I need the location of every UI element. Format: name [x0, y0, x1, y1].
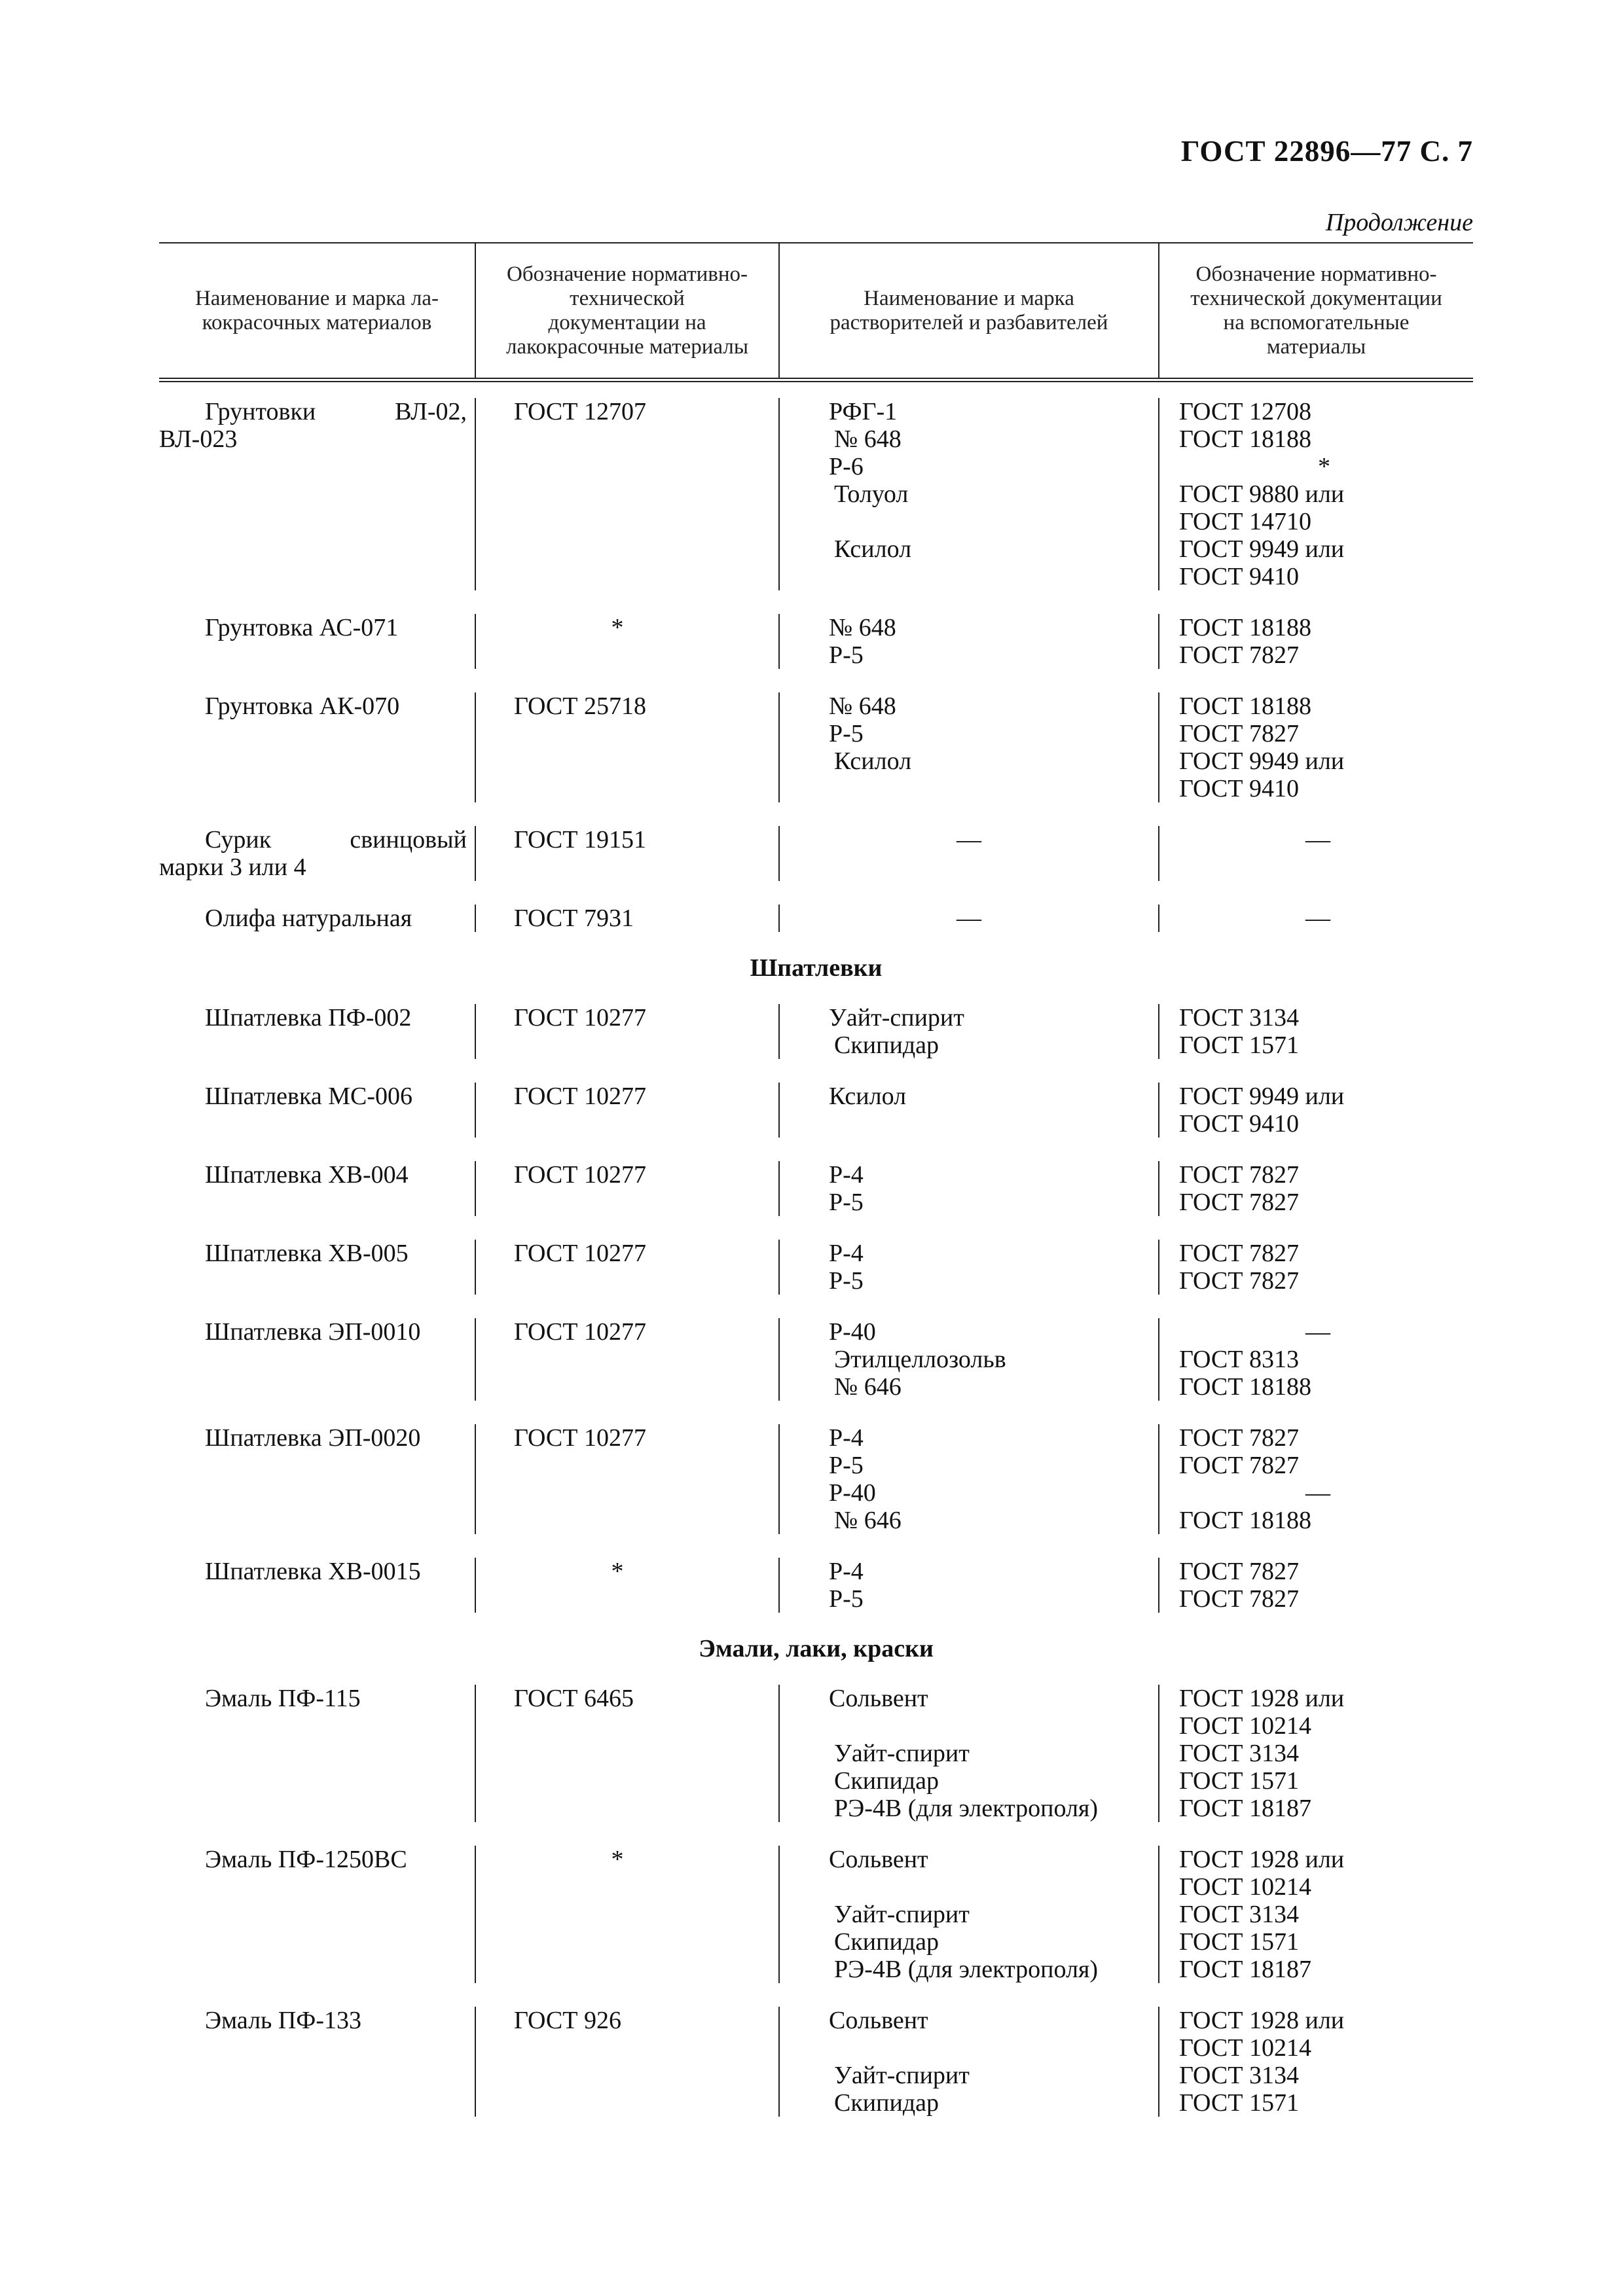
solvent-doc: ГОСТ 18188	[1179, 1507, 1311, 1534]
solvent-name	[829, 1110, 1158, 1138]
solvent-name: Р-4	[829, 1424, 864, 1452]
solvent-name: Сольвент	[829, 2007, 928, 2034]
solvent-name: Сольвент	[829, 1846, 928, 1873]
solvent-doc-cell	[1158, 1240, 1473, 1295]
solvent-doc-cell	[1158, 1318, 1473, 1401]
solvent-name	[829, 1873, 1158, 1901]
material-doc-cell: ГОСТ 10277	[475, 1161, 778, 1216]
solvent-doc: ГОСТ 9949 или	[1179, 747, 1345, 775]
solvent-doc: ГОСТ 3134	[1179, 1901, 1299, 1928]
table-row	[159, 1229, 1473, 1308]
solvent-doc: ГОСТ 3134	[1179, 1004, 1299, 1031]
material-name-line: Грунтовка АС-071	[205, 614, 399, 641]
solvent-doc-cell	[1158, 1083, 1473, 1138]
solvent-doc: ГОСТ 7827	[1179, 1558, 1299, 1585]
solvent-doc: —	[1305, 905, 1330, 932]
solvent-doc: ГОСТ 1928 или	[1179, 2007, 1345, 2034]
solvent-name: Скипидар	[834, 2089, 939, 2117]
solvent-name: Уайт-спирит	[834, 1901, 970, 1928]
solvent-name: № 648	[829, 692, 896, 720]
header-line: кокрасочных материалов	[202, 310, 432, 334]
material-name-cell	[159, 1558, 475, 1613]
solvent-doc: ГОСТ 18188	[1179, 692, 1311, 720]
solvent-name: Р-5	[829, 720, 864, 747]
solvent-doc: ГОСТ 18188	[1179, 1373, 1311, 1401]
solvent-name: Р-5	[829, 1452, 864, 1479]
solvent-doc-cell	[1158, 1558, 1473, 1613]
table-row	[159, 385, 1473, 603]
solvent-name: Скипидар	[834, 1928, 939, 1956]
solvent-name: Сольвент	[829, 1685, 928, 1712]
solvent-name: Уайт-спирит	[829, 1004, 964, 1031]
solvent-doc: ГОСТ 1571	[1179, 2089, 1299, 2117]
solvent-doc: ГОСТ 1571	[1179, 1031, 1299, 1059]
solvent-doc-cell	[1158, 398, 1473, 590]
material-name-line: Эмаль ПФ-133	[205, 2007, 361, 2034]
material-name-line: ВЛ-023	[159, 425, 238, 453]
material-name-line: Грунтовки ВЛ-02,	[205, 398, 467, 425]
header-line: на вспомогательные	[1223, 310, 1410, 334]
solvent-name-cell	[778, 1240, 1158, 1295]
material-name-cell	[159, 1240, 475, 1295]
material-name-cell	[159, 398, 475, 590]
solvent-name-cell	[778, 1424, 1158, 1534]
header-line: Обозначение нормативно-	[506, 262, 748, 286]
header-material-doc	[475, 243, 778, 378]
solvent-name: № 646	[834, 1373, 902, 1401]
solvent-name: Р-4	[829, 1161, 864, 1189]
table-group-primers	[159, 385, 1473, 945]
solvent-name: Уайт-спирит	[834, 2062, 970, 2089]
header-double-rule	[159, 378, 1473, 382]
solvent-name: № 648	[829, 614, 896, 641]
solvent-doc-cell	[1158, 692, 1473, 802]
solvent-doc: —	[1305, 1479, 1330, 1507]
solvent-doc: ГОСТ 18187	[1179, 1956, 1311, 1983]
table-row	[159, 1547, 1473, 1626]
solvent-name: Р-5	[829, 641, 864, 669]
material-name-line: Шпатлевка МС-006	[205, 1083, 413, 1110]
table-row	[159, 682, 1473, 816]
solvent-doc: ГОСТ 12708	[1179, 398, 1311, 425]
material-doc-cell: *	[475, 614, 778, 669]
solvent-name	[829, 563, 1158, 590]
materials-table	[159, 242, 1473, 2130]
solvent-name	[829, 1712, 1158, 1740]
section-title-enamels: Эмали, лаки, краски	[699, 1635, 934, 1662]
header-line: материалы	[1266, 334, 1366, 359]
solvent-doc: ГОСТ 1928 или	[1179, 1685, 1345, 1712]
solvent-name-cell	[778, 2007, 1158, 2117]
solvent-name: Скипидар	[834, 1767, 939, 1795]
table-group-enamels	[159, 1672, 1473, 2130]
continuation-label: Продолжение	[1325, 209, 1473, 236]
solvent-doc: ГОСТ 9410	[1179, 1110, 1299, 1138]
material-name-cell	[159, 2007, 475, 2117]
material-name-cell	[159, 905, 475, 932]
material-doc-cell: ГОСТ 12707	[475, 398, 778, 590]
solvent-doc: ГОСТ 1571	[1179, 1928, 1299, 1956]
solvent-name: Р-40	[829, 1479, 876, 1507]
solvent-doc: ГОСТ 9410	[1179, 775, 1299, 802]
solvent-doc: ГОСТ 1571	[1179, 1767, 1299, 1795]
header-line: лакокрасочные материалы	[505, 334, 749, 359]
header-line: технической	[570, 286, 685, 310]
material-name-line: Грунтовка АК-070	[205, 692, 400, 720]
solvent-doc: ГОСТ 7827	[1179, 1452, 1299, 1479]
solvent-doc-cell	[1158, 826, 1473, 881]
material-name-line: Эмаль ПФ-115	[205, 1685, 361, 1712]
solvent-name: РЭ-4В (для электрополя)	[834, 1956, 1099, 1983]
material-name-cell	[159, 1161, 475, 1216]
solvent-name: РФГ-1	[829, 398, 898, 425]
solvent-name: Р-5	[829, 1585, 864, 1613]
material-name-cell	[159, 1318, 475, 1401]
material-name-line: Шпатлевка ХВ-004	[205, 1161, 409, 1189]
material-doc-cell: ГОСТ 10277	[475, 1083, 778, 1138]
solvent-doc: ГОСТ 8313	[1179, 1346, 1299, 1373]
material-name-line: Шпатлевка ХВ-0015	[205, 1558, 421, 1585]
material-name-line: Сурик свинцовый	[205, 826, 467, 853]
solvent-doc: ГОСТ 1928 или	[1179, 1846, 1345, 1873]
solvent-name: Толуол	[834, 480, 909, 508]
solvent-name	[829, 2034, 1158, 2062]
solvent-name: Ксилол	[834, 535, 912, 563]
material-name-line: Шпатлевка ПФ-002	[205, 1004, 412, 1031]
solvent-name-cell	[778, 1558, 1158, 1613]
solvent-doc: ГОСТ 18187	[1179, 1795, 1311, 1822]
material-doc-cell: ГОСТ 926	[475, 2007, 778, 2117]
solvent-name: РЭ-4В (для электрополя)	[834, 1795, 1099, 1822]
solvent-doc-cell	[1158, 1004, 1473, 1059]
solvent-doc-cell	[1158, 1161, 1473, 1216]
material-name-line: Олифа натуральная	[205, 905, 412, 932]
table-row	[159, 816, 1473, 894]
solvent-name: Р-40	[829, 1318, 876, 1346]
solvent-name: Этилцеллозольв	[834, 1346, 1006, 1373]
material-name-cell	[159, 1083, 475, 1138]
solvent-doc: ГОСТ 3134	[1179, 1740, 1299, 1767]
solvent-doc: *	[1318, 453, 1330, 480]
table-row	[159, 1072, 1473, 1151]
material-name-line: Шпатлевка ЭП-0010	[205, 1318, 421, 1346]
solvent-name-cell	[778, 1846, 1158, 1983]
header-material-name	[159, 243, 475, 378]
solvent-doc: ГОСТ 10214	[1179, 1712, 1311, 1740]
material-doc-cell: ГОСТ 10277	[475, 1318, 778, 1401]
solvent-doc: ГОСТ 9949 или	[1179, 1083, 1345, 1110]
material-name-cell	[159, 1424, 475, 1534]
table-row	[159, 1151, 1473, 1229]
solvent-name: Ксилол	[834, 747, 912, 775]
solvent-name	[829, 775, 1158, 802]
solvent-doc: ГОСТ 7827	[1179, 641, 1299, 669]
solvent-doc: —	[1305, 826, 1330, 853]
solvent-doc: ГОСТ 10214	[1179, 1873, 1311, 1901]
material-name-cell	[159, 692, 475, 802]
solvent-doc: ГОСТ 7827	[1179, 1585, 1299, 1613]
header-line: Наименование и марка ла-	[194, 286, 439, 310]
section-title-putties: Шпатлевки	[750, 954, 883, 982]
header-line: Наименование и марка	[864, 286, 1074, 310]
solvent-doc-cell	[1158, 1685, 1473, 1822]
solvent-name-cell	[778, 1083, 1158, 1138]
header-line: Обозначение нормативно-	[1195, 262, 1437, 286]
material-doc-cell: ГОСТ 10277	[475, 1004, 778, 1059]
material-name-line: Шпатлевка ХВ-005	[205, 1240, 409, 1267]
solvent-name: № 646	[834, 1507, 902, 1534]
table-row	[159, 1835, 1473, 1996]
solvent-name-cell	[778, 614, 1158, 669]
solvent-name: № 648	[834, 425, 902, 453]
solvent-name: Р-5	[829, 1267, 864, 1295]
solvent-doc: ГОСТ 7827	[1179, 1240, 1299, 1267]
solvent-doc: ГОСТ 7827	[1179, 1424, 1299, 1452]
table-row	[159, 1996, 1473, 2130]
material-name-line: марки 3 или 4	[159, 853, 306, 881]
solvent-name: Р-4	[829, 1240, 864, 1267]
solvent-name: Р-4	[829, 1558, 864, 1585]
table-header-row	[159, 243, 1473, 378]
table-row	[159, 1308, 1473, 1414]
material-name-cell	[159, 1685, 475, 1822]
solvent-name-cell	[778, 1004, 1158, 1059]
solvent-doc-cell	[1158, 905, 1473, 932]
solvent-name-cell	[778, 905, 1158, 932]
solvent-name: —	[957, 826, 981, 853]
material-doc-cell: ГОСТ 6465	[475, 1685, 778, 1822]
material-doc-cell: *	[475, 1558, 778, 1613]
solvent-doc: ГОСТ 14710	[1179, 508, 1311, 535]
solvent-name-cell	[778, 1318, 1158, 1401]
header-line: растворителей и разбавителей	[830, 310, 1108, 334]
solvent-doc: ГОСТ 9410	[1179, 563, 1299, 590]
solvent-doc: ГОСТ 7827	[1179, 1161, 1299, 1189]
solvent-doc-cell	[1158, 2007, 1473, 2117]
solvent-doc: ГОСТ 9880 или	[1179, 480, 1345, 508]
solvent-doc: —	[1305, 1318, 1330, 1346]
solvent-name-cell	[778, 826, 1158, 881]
solvent-name-cell	[778, 1161, 1158, 1216]
material-name-cell	[159, 826, 475, 881]
solvent-doc-cell	[1158, 1424, 1473, 1534]
header-solvent-doc	[1158, 243, 1473, 378]
solvent-doc: ГОСТ 7827	[1179, 1267, 1299, 1295]
header-line: документации на	[548, 310, 706, 334]
solvent-name	[829, 508, 1158, 535]
material-doc-cell: ГОСТ 7931	[475, 905, 778, 932]
solvent-name: —	[957, 905, 981, 932]
solvent-name: Ксилол	[829, 1083, 907, 1110]
solvent-doc: ГОСТ 3134	[1179, 2062, 1299, 2089]
table-row	[159, 1414, 1473, 1547]
material-doc-cell: ГОСТ 10277	[475, 1240, 778, 1295]
material-doc-cell: ГОСТ 10277	[475, 1424, 778, 1534]
solvent-name: Уайт-спирит	[834, 1740, 970, 1767]
header-line: технической документации	[1190, 286, 1442, 310]
solvent-name-cell	[778, 1685, 1158, 1822]
material-name-cell	[159, 1846, 475, 1983]
solvent-doc: ГОСТ 7827	[1179, 1189, 1299, 1216]
material-doc-cell: ГОСТ 25718	[475, 692, 778, 802]
header-solvent-name	[778, 243, 1158, 378]
solvent-doc: ГОСТ 10214	[1179, 2034, 1311, 2062]
solvent-name: Р-6	[829, 453, 864, 480]
solvent-name-cell	[778, 692, 1158, 802]
solvent-name: Р-5	[829, 1189, 864, 1216]
material-name-line: Шпатлевка ЭП-0020	[205, 1424, 421, 1452]
material-doc-cell: *	[475, 1846, 778, 1983]
solvent-doc: ГОСТ 7827	[1179, 720, 1299, 747]
solvent-doc: ГОСТ 18188	[1179, 614, 1311, 641]
table-group-putties	[159, 991, 1473, 1626]
material-doc-cell: ГОСТ 19151	[475, 826, 778, 881]
solvent-doc-cell	[1158, 614, 1473, 669]
table-row	[159, 603, 1473, 682]
solvent-name-cell	[778, 398, 1158, 590]
table-row	[159, 1672, 1473, 1835]
page-header: ГОСТ 22896—77 С. 7	[1180, 135, 1473, 168]
solvent-doc: ГОСТ 18188	[1179, 425, 1311, 453]
material-name-line: Эмаль ПФ-1250ВС	[205, 1846, 407, 1873]
solvent-doc: ГОСТ 9949 или	[1179, 535, 1345, 563]
solvent-name: Скипидар	[834, 1031, 939, 1059]
solvent-doc-cell	[1158, 1846, 1473, 1983]
material-name-cell	[159, 1004, 475, 1059]
material-name-cell	[159, 614, 475, 669]
table-row	[159, 991, 1473, 1072]
table-row	[159, 894, 1473, 945]
